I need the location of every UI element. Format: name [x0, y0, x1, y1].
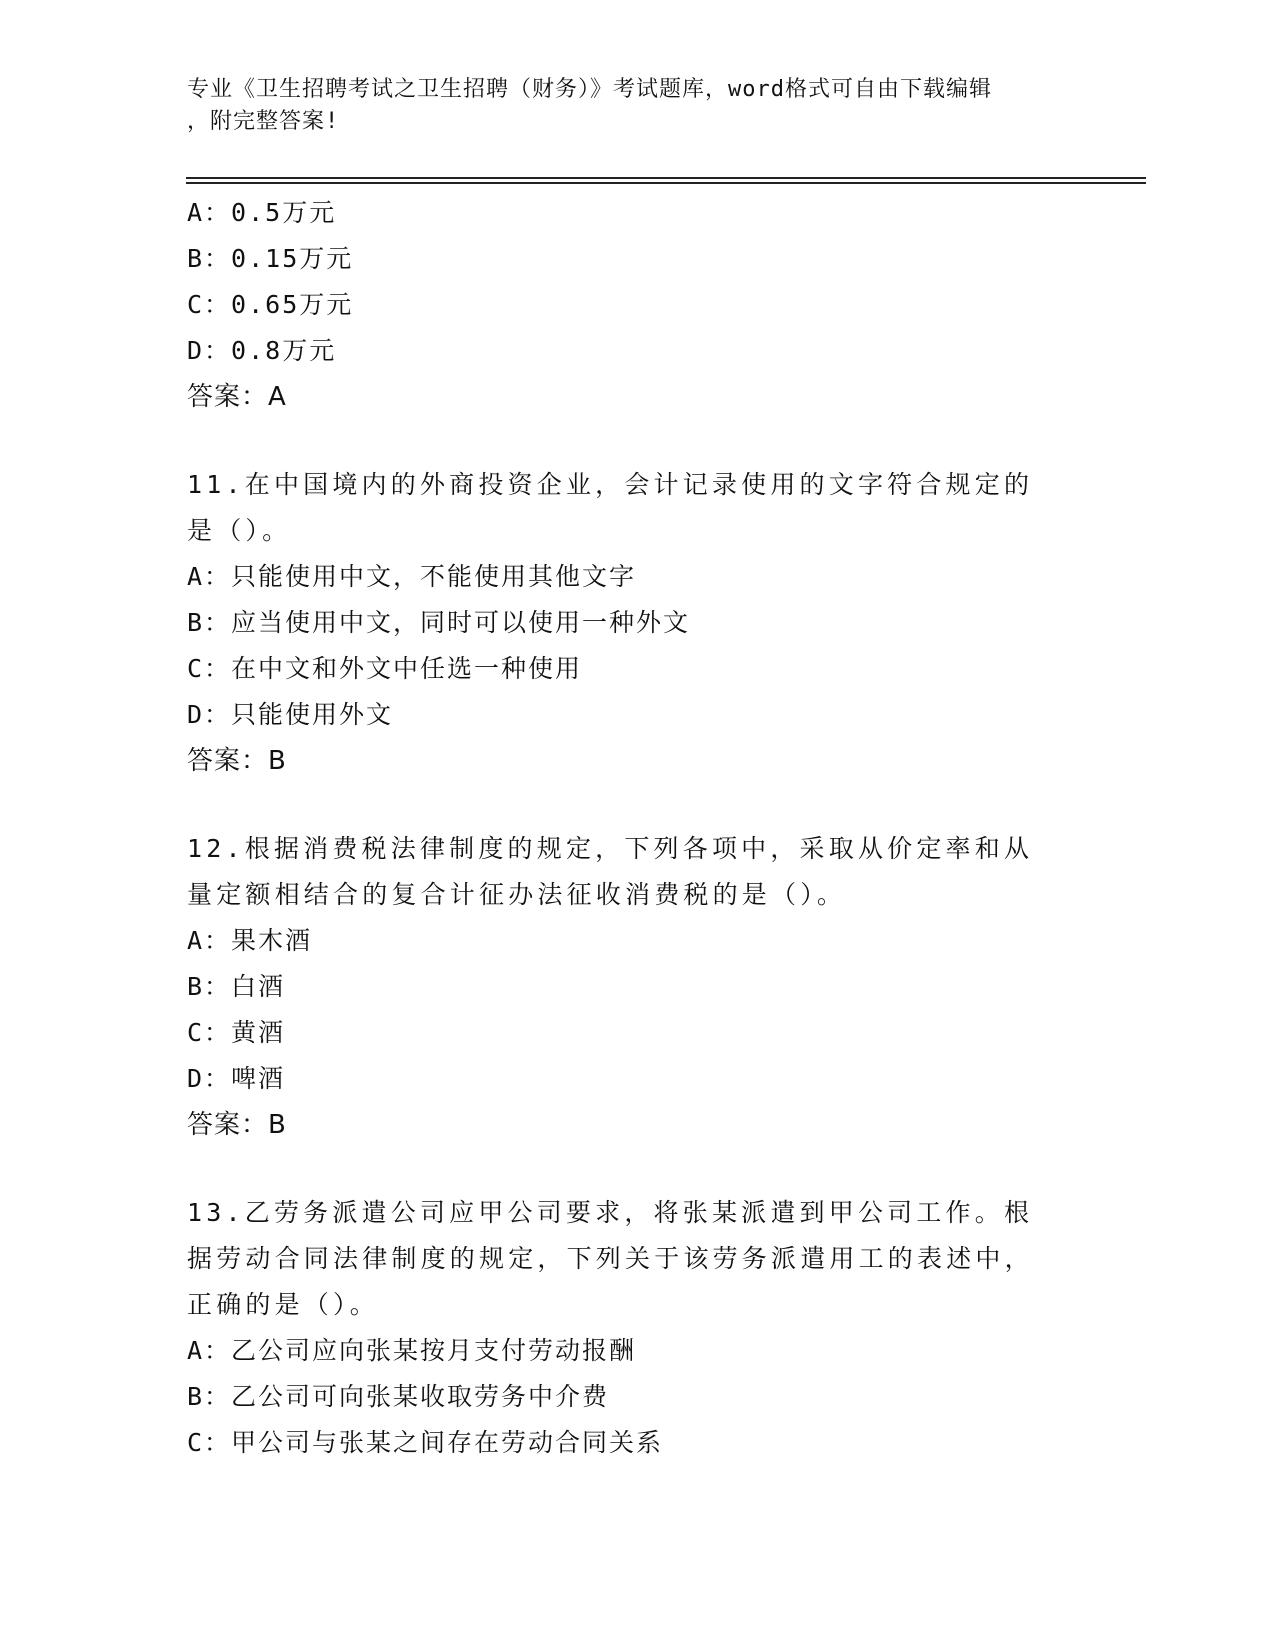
option-b: B：乙公司可向张某收取劳务中介费 — [187, 1382, 610, 1411]
question-13 — [187, 1190, 1087, 1466]
option-c: C：甲公司与张某之间存在劳动合同关系 — [187, 1428, 664, 1457]
question-text: 11.在中国境内的外商投资企业，会计记录使用的文字符合规定的是（）。 — [187, 470, 1034, 545]
option-c: C：在中文和外文中任选一种使用 — [187, 654, 583, 683]
answer-line: 答案：B — [187, 1110, 287, 1140]
option-d: D：啤酒 — [187, 1064, 286, 1093]
option-d: D：只能使用外文 — [187, 700, 394, 729]
header-line-1: 专业《卫生招聘考试之卫生招聘（财务）》考试题库，word格式可自由下载编辑 — [187, 77, 992, 102]
question-text: 13.乙劳务派遣公司应甲公司要求，将张某派遣到甲公司工作。根据劳动合同法律制度的规定，下列关于该劳务派遣用工的表述中，正确的是（）。 — [187, 1198, 1034, 1319]
option-b: B：应当使用中文，同时可以使用一种外文 — [187, 608, 691, 637]
question-text: 12.根据消费税法律制度的规定，下列各项中，采取从价定率和从量定额相结合的复合计征办法征收消费税的是（）。 — [187, 834, 1034, 909]
answer-line: 答案：A — [187, 382, 287, 412]
question-list — [187, 190, 1087, 1466]
option-a: A：只能使用中文，不能使用其他文字 — [187, 562, 637, 591]
document-header — [187, 74, 1077, 138]
option-b: B：0.15万元 — [187, 244, 354, 273]
question-11 — [187, 462, 1087, 784]
answer-line: 答案：B — [187, 746, 287, 776]
option-a: A：乙公司应向张某按月支付劳动报酬 — [187, 1336, 637, 1365]
option-a: A：果木酒 — [187, 926, 313, 955]
option-d: D：0.8万元 — [187, 336, 337, 365]
option-c: C：0.65万元 — [187, 290, 354, 319]
header-line-2: ，附完整答案! — [187, 109, 340, 134]
option-a: A：0.5万元 — [187, 198, 337, 227]
option-b: B：白酒 — [187, 972, 286, 1001]
header-divider-top — [186, 177, 1146, 179]
question-10 — [187, 190, 1087, 420]
header-divider-bottom — [186, 182, 1146, 184]
option-c: C：黄酒 — [187, 1018, 286, 1047]
question-12 — [187, 826, 1087, 1148]
